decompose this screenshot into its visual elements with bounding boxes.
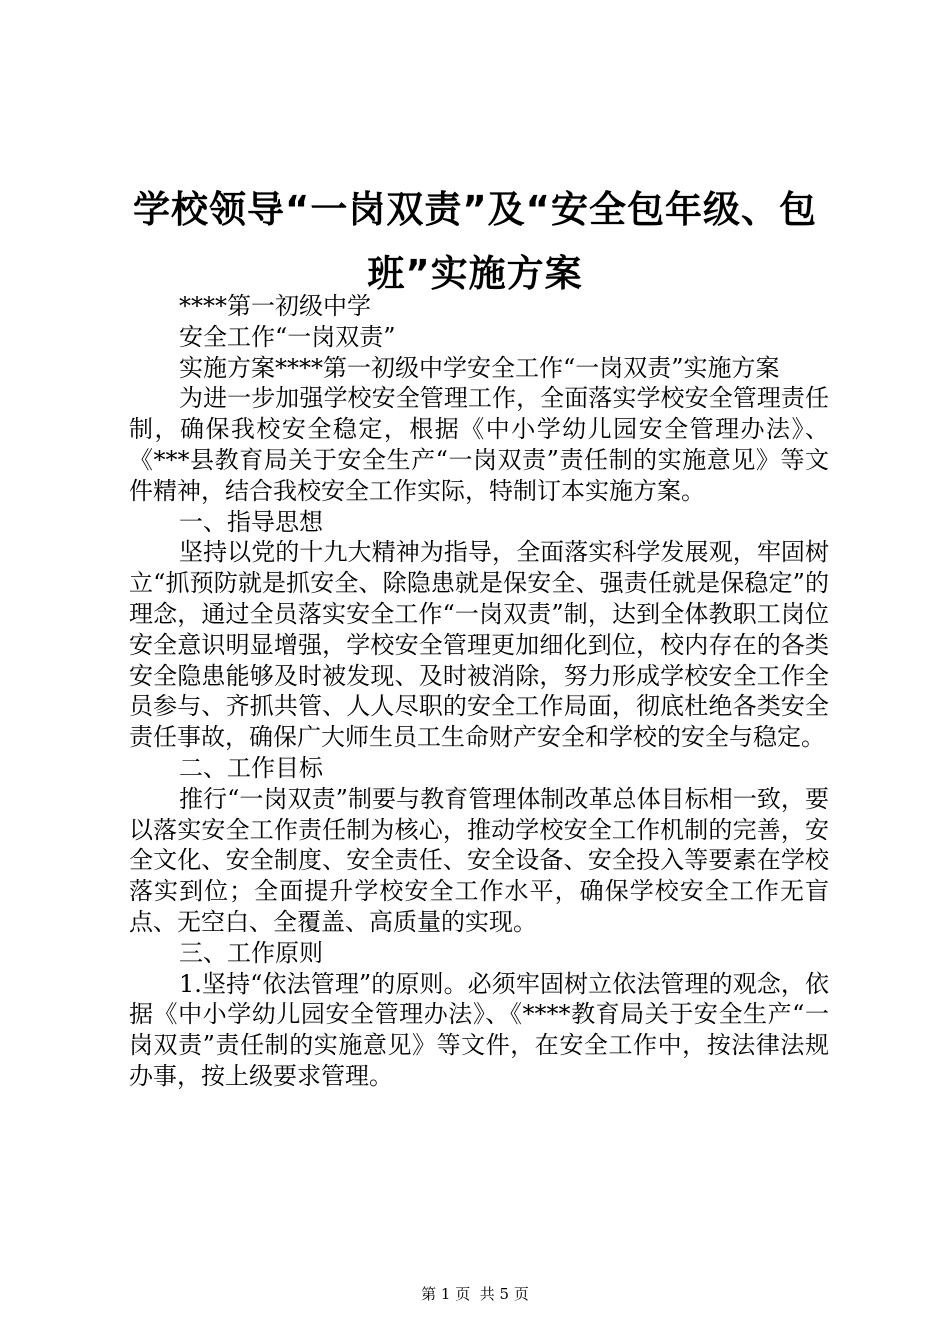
- document-body: [129, 291, 829, 1092]
- document-title: [110, 178, 840, 306]
- section-heading-work-principles: 三、工作原则: [179, 938, 323, 967]
- page-number-label: 第 1 页 共 5 页: [421, 1285, 529, 1303]
- paragraph-intro: 为进一步加强学校安全管理工作，全面落实学校安全管理责任制，确保我校安全稳定，根据《中小学幼儿园安全管理办法》、《***县教育局关于安全生产“一岗双责”责任制的实施意见》等文件精神，结合我校安全工作实际，特制订本实施方案。: [129, 384, 829, 505]
- paragraph-school-name: ****第一初级中学: [179, 292, 371, 320]
- paragraph-subtitle: 安全工作“一岗双责”: [179, 322, 396, 351]
- section-heading-work-goals: 二、工作目标: [179, 753, 323, 782]
- paragraph-principle-1: 1.坚持“依法管理”的原则。必须牢固树立依法管理的观念，依据《中小学幼儿园安全管理办法》、《****教育局关于安全生产“一岗双责”责任制的实施意见》等文件，在安全工作中，按法律法规办事，按上级要求管理。: [129, 969, 829, 1090]
- paragraph-work-goals: 推行“一岗双责”制要与教育管理体制改革总体目标相一致，要以落实安全工作责任制为核心，推动学校安全工作机制的完善，安全文化、安全制度、安全责任、安全设备、安全投入等要素在学校落实到位；全面提升学校安全工作水平，确保学校安全工作无盲点、无空白、全覆盖、高质量的实现。: [129, 784, 829, 936]
- page-footer: [0, 1284, 950, 1304]
- title-line-1: 学校领导“一岗双责”及“安全包年级、包: [133, 188, 817, 231]
- section-heading-guiding-thought: 一、指导思想: [179, 507, 323, 536]
- paragraph-plan-heading: 实施方案****第一初级中学安全工作“一岗双责”实施方案: [179, 353, 780, 382]
- paragraph-guiding-thought: 坚持以党的十九大精神为指导，全面落实科学发展观，牢固树立“抓预防就是抓安全、除隐患就是保安全、强责任就是保稳定”的理念，通过全员落实安全工作“一岗双责”制，达到全体教职工岗位安全意识明显增强，学校安全管理更加细化到位，校内存在的各类安全隐患能够及时被发现、及时被消除，努力形成学校安全工作全员参与、齐抓共管、人人尽职的安全工作局面，彻底杜绝各类安全责任事故，确保广大师生员工生命财产安全和学校的安全与稳定。: [129, 538, 829, 752]
- title-line-2: 班”实施方案: [367, 252, 583, 295]
